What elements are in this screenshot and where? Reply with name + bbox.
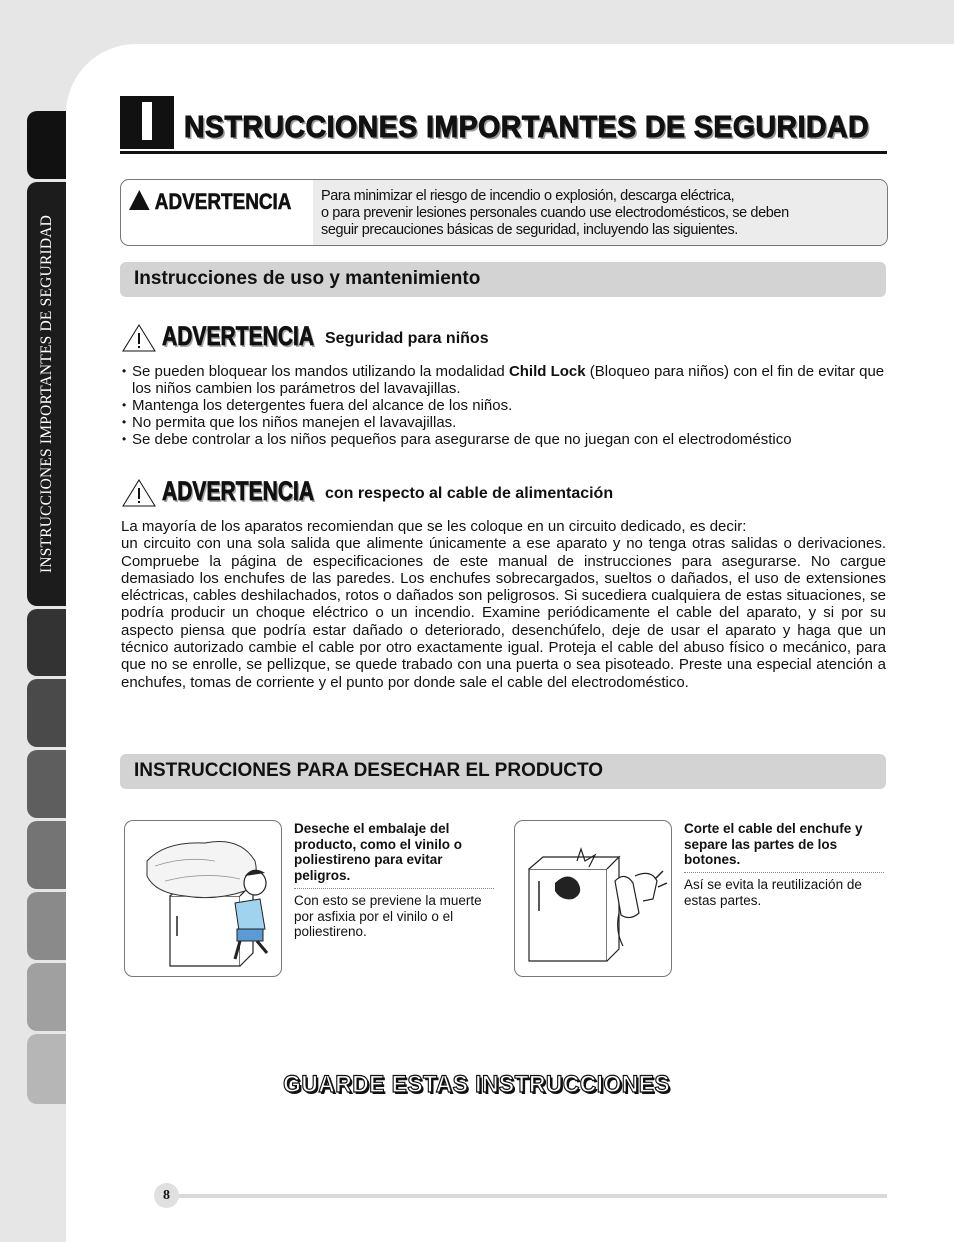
page-number: 8 xyxy=(154,1183,179,1208)
child-safety-bullets xyxy=(122,363,887,448)
side-tab-3[interactable] xyxy=(27,609,66,676)
side-tab-8[interactable] xyxy=(27,963,66,1031)
title-text: NSTRUCCIONES IMPORTANTES DE SEGURIDAD xyxy=(184,109,870,144)
title-initial-block xyxy=(120,96,174,149)
section-header-uso: Instrucciones de uso y mantenimiento xyxy=(120,262,886,297)
side-tab-6[interactable] xyxy=(27,821,66,889)
packaging-caption-title: Deseche el embalaje del producto, como el vinilo o poliestireno para evitar peligros. xyxy=(294,821,463,883)
side-tab-label: INSTRUCCIONES IMPORTANTES DE SEGURIDAD xyxy=(37,214,55,574)
list-item: • Se pueden bloquear los mandos utilizando la modalidad Child Lock (Bloqueo para niños) con el fin de evitar que los niños cambien los parámetros del lavavajillas. xyxy=(122,363,887,397)
warning-triangle-icon xyxy=(129,190,150,210)
cut-cable-caption-title: Corte el cable del enchufe y separe las partes de los botones. xyxy=(684,821,863,867)
cut-cable-caption-body: Así se evita la reutilización de estas partes. xyxy=(684,872,884,908)
safety-warning-box xyxy=(120,179,888,246)
side-tab-4[interactable] xyxy=(27,679,66,747)
warning-triangle-icon xyxy=(122,479,156,507)
side-tab-1[interactable] xyxy=(27,111,66,179)
save-instructions-heading: GUARDE ESTAS INSTRUCCIONES xyxy=(283,1071,671,1098)
list-item: • No permita que los niños manejen el lavavajillas. xyxy=(122,414,887,431)
side-tab-5[interactable] xyxy=(27,750,66,818)
list-item: • Se debe controlar a los niños pequeños para asegurarse de que no juegan con el electrodoméstico xyxy=(122,431,887,448)
power-cord-paragraph: La mayoría de los aparatos recomiendan que se les coloque en un circuito dedicado, es decir: un circuito con una sola salida que alimente únicamente a ese aparato y no tenga otras salidas o derivaciones. Compruebe la página de especificaciones de este manual de instrucciones para asegurarse. No cargue demasiado los enchufes de las paredes. Los enchufes sobrecargados, sueltos o dañados, el uso de extensiones eléctricas, cables deshilachados, rotos o dañados son peligrosos. Si sucediera cualquiera de estas situaciones, se podría producir un choque eléctrico o un incendio. Examine periódicamente el cable del aparato, y si por su aspecto piensa que podría estar dañado o deteriorado, desenchúfelo, deje de usar el aparato y haga que un técnico autorizado cambie el cable por otro exactamente igual. Proteja el cable del abuso físico o mecánico, para que no se enrolle, se pellizque, se quede trabado con una puerta o sea pisoteado. Preste una especial atención a enchufes, tomas de corriente y el punto por donde sale el cable del electrodoméstico. xyxy=(121,518,886,691)
section-header-desechar: INSTRUCCIONES PARA DESECHAR EL PRODUCTO xyxy=(120,754,886,789)
warning-box-text: Para minimizar el riesgo de incendio o explosión, descarga eléctrica, o para prevenir lesiones personales cuando use electrodomésticos, se deben seguir precauciones básicas de seguridad, incluyendo las siguientes. xyxy=(321,188,789,238)
page-title xyxy=(120,96,887,154)
list-item: • Mantenga los detergentes fuera del alcance de los niños. xyxy=(122,397,887,414)
warning-triangle-icon xyxy=(122,324,156,352)
packaging-illustration xyxy=(124,820,282,977)
footer-rule xyxy=(176,1194,887,1198)
packaging-caption-body: Con esto se previene la muerte por asfixia por el vinilo o el poliestireno. xyxy=(294,888,494,940)
cut-cable-illustration xyxy=(514,820,672,977)
warning-badge: ADVERTENCIA xyxy=(129,189,291,215)
side-tab-7[interactable] xyxy=(27,892,66,960)
